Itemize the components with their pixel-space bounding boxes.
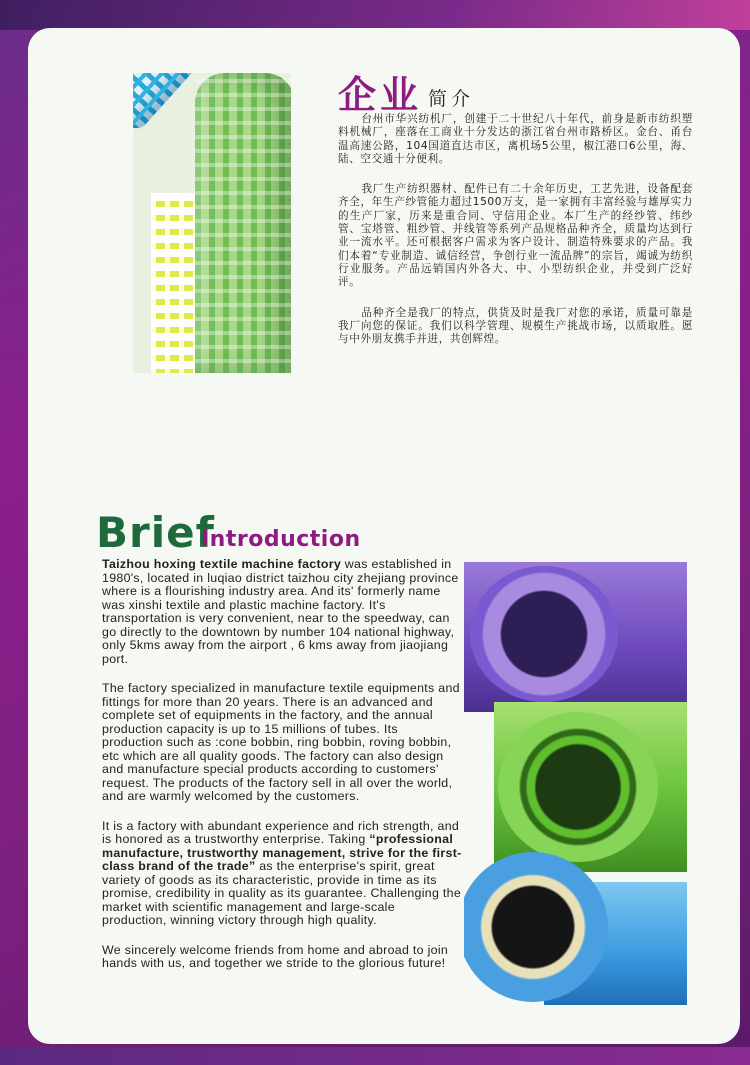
- en-paragraph-1: [102, 558, 462, 666]
- cn-paragraph-1: 台州市华兴纺机厂，创建于二十世纪八十年代，前身是新市纺织塑料机械厂，座落在工商业十分发达的浙江省台州市路桥区。金台、甬台温高速公路，104国道直达市区，离机场5公里，椒江港口6公里，海、陆、空交通十分便利。: [338, 113, 693, 165]
- en-title-sub: Introduction: [201, 527, 361, 552]
- top-decorative-band: [0, 0, 750, 30]
- cn-introduction-text: [338, 113, 693, 363]
- en-paragraph-1-text: was established in 1980's, located in luqiao district taizhou city zhejiang province where is a flourishing industry area. And its' formerly name was xinshi textile and plastic machine factory. It's transportation is very convenient, near to the speedway, can go directly to the downtown by number 104 national highway, only 5kms away from the airport , 6 kms away from jiaojiang port.: [102, 557, 459, 666]
- cn-title-main: 企业: [338, 72, 423, 117]
- en-paragraph-4: We sincerely welcome friends from home and abroad to join hands with us, and together we stride to the glorious future!: [102, 942, 449, 970]
- en-introduction-text: [102, 558, 462, 987]
- company-motto: “professional manufacture, trustworthy management, strive for the first-class brand of the trade”: [102, 832, 462, 873]
- bottom-decorative-band: [0, 1047, 750, 1065]
- cn-paragraph-3: 品种齐全是我厂的特点，供货及时是我厂对您的承诺，质量可靠是我厂向您的保证。我们以科学管理、规模生产挑战市场，以质取胜。愿与中外朋友携手并进，共创辉煌。: [338, 306, 693, 346]
- en-paragraph-3-start: It is a factory with abundant experience and rich strength, and is honored as a trustworthy enterprise. Taking: [102, 818, 460, 846]
- en-title-main: Brief: [96, 508, 215, 557]
- perforated-tubes-photo: [133, 73, 291, 373]
- purple-bobbin-end: [470, 566, 618, 702]
- green-tube-image: [195, 73, 291, 373]
- company-name: Taizhou hoxing textile machine factory: [102, 557, 342, 571]
- green-bobbin-end: [498, 712, 658, 862]
- en-paragraph-3: [102, 820, 462, 928]
- bobbins-photo: [464, 562, 687, 1005]
- cn-paragraph-2: 我厂生产纺织器材、配件已有二十余年历史，工艺先进，设备配套齐全，年生产纱管能力超过1500万支，是一家拥有丰富经验与雄厚实力的生产厂家，历来是重合同、守信用企业。本厂生产的经纱管、纬纱管、宝塔管、粗纱管、并线管等系列产品规格品种齐全，质量均达到行业一流水平。还可根据客户需求为客户设计、制造特殊要求的产品。我们本着“专业制造、诚信经营，争创行业一流品牌”的宗旨，竭诚为纺织行业服务。产品远销国内外各大、中、小型纺织企业，并受到广泛好评。: [338, 183, 693, 289]
- en-paragraph-2: The factory specialized in manufacture textile equipments and fittings for more than 20 years. There is an advanced and complete set of equipments in the factory, and the annual production capacity is up to 15 millions of tubes. Its production such as :cone bobbin, ring bobbin, roving bobbin, etc which are all quality goods. The factory can also design and manufacture special products according to customers' request. The products of the factory sell in all over the world, and are warmly welcomed by the customers.: [102, 681, 460, 803]
- cn-title-sub: 简介: [428, 88, 475, 110]
- en-paragraph-3-end: as the enterprise's spirit, great variety of goods as its characteristic, provide in time as its promise, credibility in quality as its guarantee. Challenging the market with scientific management and large-scale production, winning victory through high quality.: [102, 859, 462, 927]
- blue-bobbin-end: [464, 852, 608, 1002]
